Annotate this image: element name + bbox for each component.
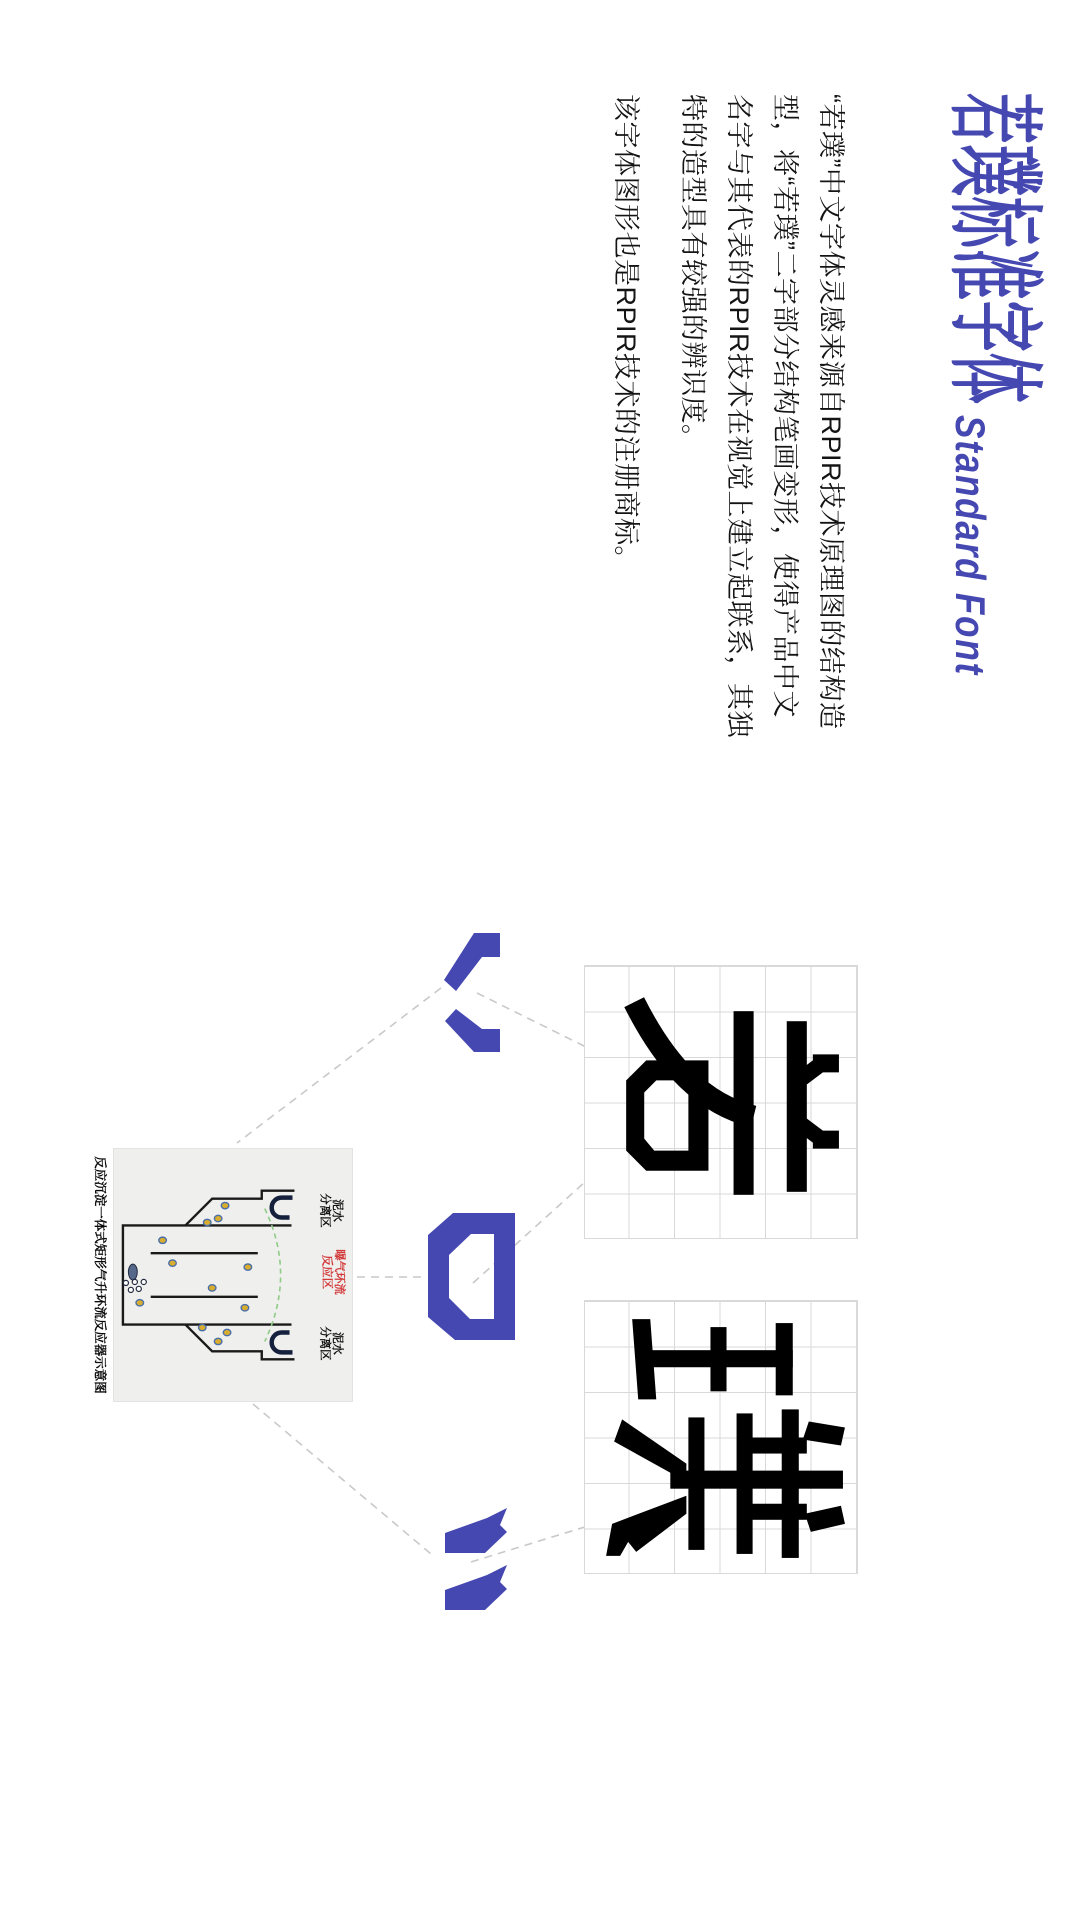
weir-hook-right [272,1333,293,1353]
trademark-note: 该字体图形也是RPIR技术的注册商标。 [611,94,641,574]
zone-label-center: 曝气环流 [333,1249,346,1295]
stroke-fragment-commas [444,933,500,1052]
intro-line: “若璞”中文字体灵感来源自RPIR技术原理图的结构造 [816,94,846,730]
ruo-glyph [583,966,857,1240]
intro-paragraph [603,94,854,738]
intro-line: 名字与其代表的RPIR技术在视觉上建立起联系，其独 [724,94,754,739]
mouth-shape [428,1213,515,1340]
dot-stroke-right [445,1565,507,1610]
page-subtitle: Standard Font [947,415,994,676]
specimen-grid-ruo [584,965,858,1239]
stroke-fragment-dots [445,1508,507,1612]
zone-label-top-left: 分离区 [318,1193,331,1228]
stroke-fragment-mouth [428,1213,515,1340]
connector-line [237,988,441,1143]
intro-line: 特的造型具有较强的辨识度。 [678,94,708,452]
specimen-grid-pu [584,1300,858,1574]
zone-label-center: 反应区 [320,1254,333,1290]
zone-label-top-left: 泥水 [331,1199,344,1222]
vessel-inner-channel [123,1225,292,1324]
zone-label-top-right: 分离区 [318,1326,331,1361]
pu-glyph [583,1301,857,1575]
reactor-caption: 反应沉淀一体式矩形气升环流反应器示意图 [93,1156,107,1394]
connector-line [253,1404,431,1554]
page-title: 若璞标准字体 [940,93,1047,405]
comma-stroke-right [445,1009,500,1052]
bubbles [136,1202,252,1344]
aerator-cluster [123,1264,146,1292]
dot-stroke-left [445,1508,507,1553]
circulation-arc [265,1209,281,1342]
weir-hook-left [272,1198,293,1218]
reactor-schematic [114,1149,352,1401]
intro-line: 型，将“若璞”二字部分结构笔画变形，使得产品中文 [770,94,800,718]
zone-label-top-right: 泥水 [331,1332,344,1355]
comma-stroke-left [444,933,500,991]
reactor-diagram-panel [113,1148,353,1402]
